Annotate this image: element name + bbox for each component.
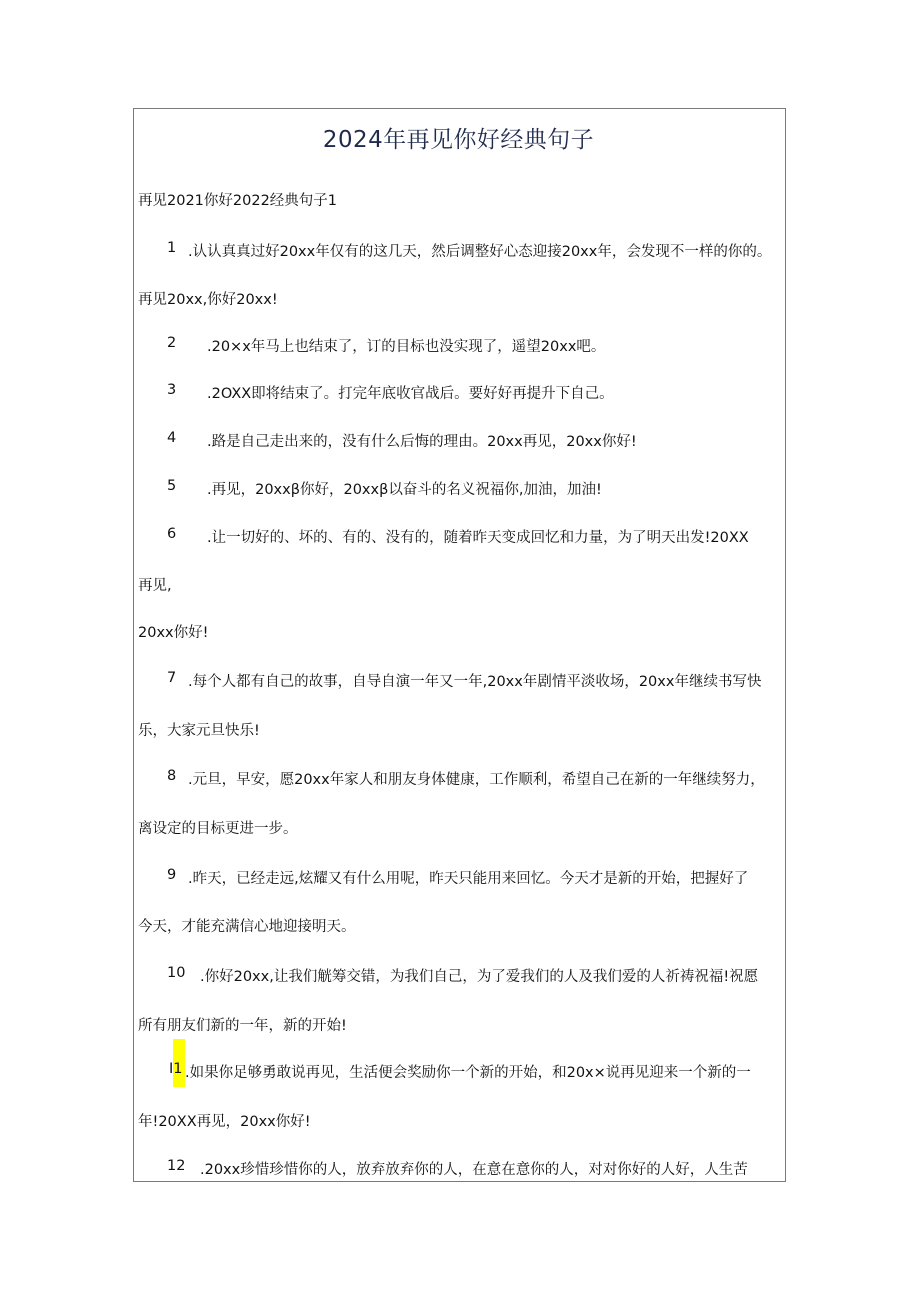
item-text: .20xx珍惜珍惜你的人，放弃放弃你的人，在意在意你的人，对对你好的人好，人生苦 [200,1162,748,1178]
item-text: .路是自己走出来的，没有什么后悔的理由。20xx再见，20xx你好! [207,434,637,450]
item-text: .每个人都有自己的故事，自导自演一年又一年,20xx年剧情平淡收场，20xx年继续书写快 [188,674,762,690]
item-number: I1 [169,1061,183,1077]
item-text: .昨天，已经走远,炫耀又有什么用呢，昨天只能用来回忆。今天才是新的开始，把握好了 [188,871,749,887]
item-text: .认认真真过好20xx年仅有的这几天，然后调整好心态迎接20xx年，会发现不一样的你的。 [188,244,772,260]
item-number: 9 [167,867,177,883]
item-text-continued: 今天，才能充满信心地迎接明天。 [138,919,356,935]
item-text: .如果你足够勇敢说再见，生活便会奖励你一个新的开始，和20x×说再见迎来一个新的一 [185,1065,751,1081]
item-text-continued: 再见20xx,你好20xx! [138,292,278,308]
item-number: 5 [167,478,177,494]
item-text-continued: 再见, [138,578,172,594]
item-text-continued: 乐，大家元旦快乐! [138,723,260,739]
item-number: 1 [167,240,177,256]
item-text: .你好20xx,让我们觥筹交错，为我们自己，为了爱我们的人及我们爱的人祈祷祝福!祝愿 [200,969,759,985]
item-number: 3 [167,382,177,398]
item-number: 7 [167,670,177,686]
item-text: .2OXX即将结束了。打完年底收官战后。要好好再提升下自己。 [207,386,614,402]
section-heading: 再见2021你好2022经典句子1 [138,193,338,209]
item-number: 12 [167,1158,186,1174]
item-number: 2 [167,335,177,351]
item-text-continued: 离设定的目标更进一步。 [138,821,298,837]
item-text-continued: 年!20XX再见，20xx你好! [138,1114,311,1130]
item-number: 10 [167,965,186,981]
item-text-continued: 所有朋友们新的一年，新的开始! [138,1018,347,1034]
page-title: 2024年再见你好经典句子 [322,127,595,153]
item-number: 4 [167,430,177,446]
item-text: .20×x年马上也结束了，订的目标也没实现了，遥望20xx吧。 [207,339,606,355]
item-text: .让一切好的、坏的、有的、没有的，随着昨天变成回忆和力量，为了明天出发!20XX [207,530,749,546]
item-number: 6 [167,526,177,542]
item-text: .再见，20xxβ你好，20xxβ以奋斗的名义祝福你,加油，加油! [207,482,602,498]
item-text-continued: 20xx你好! [138,625,209,641]
document-page [133,108,786,1182]
item-text: .元旦，早安，愿20xx年家人和朋友身体健康，工作顺利，希望自己在新的一年继续努力， [188,772,765,788]
item-number: 8 [167,768,177,784]
